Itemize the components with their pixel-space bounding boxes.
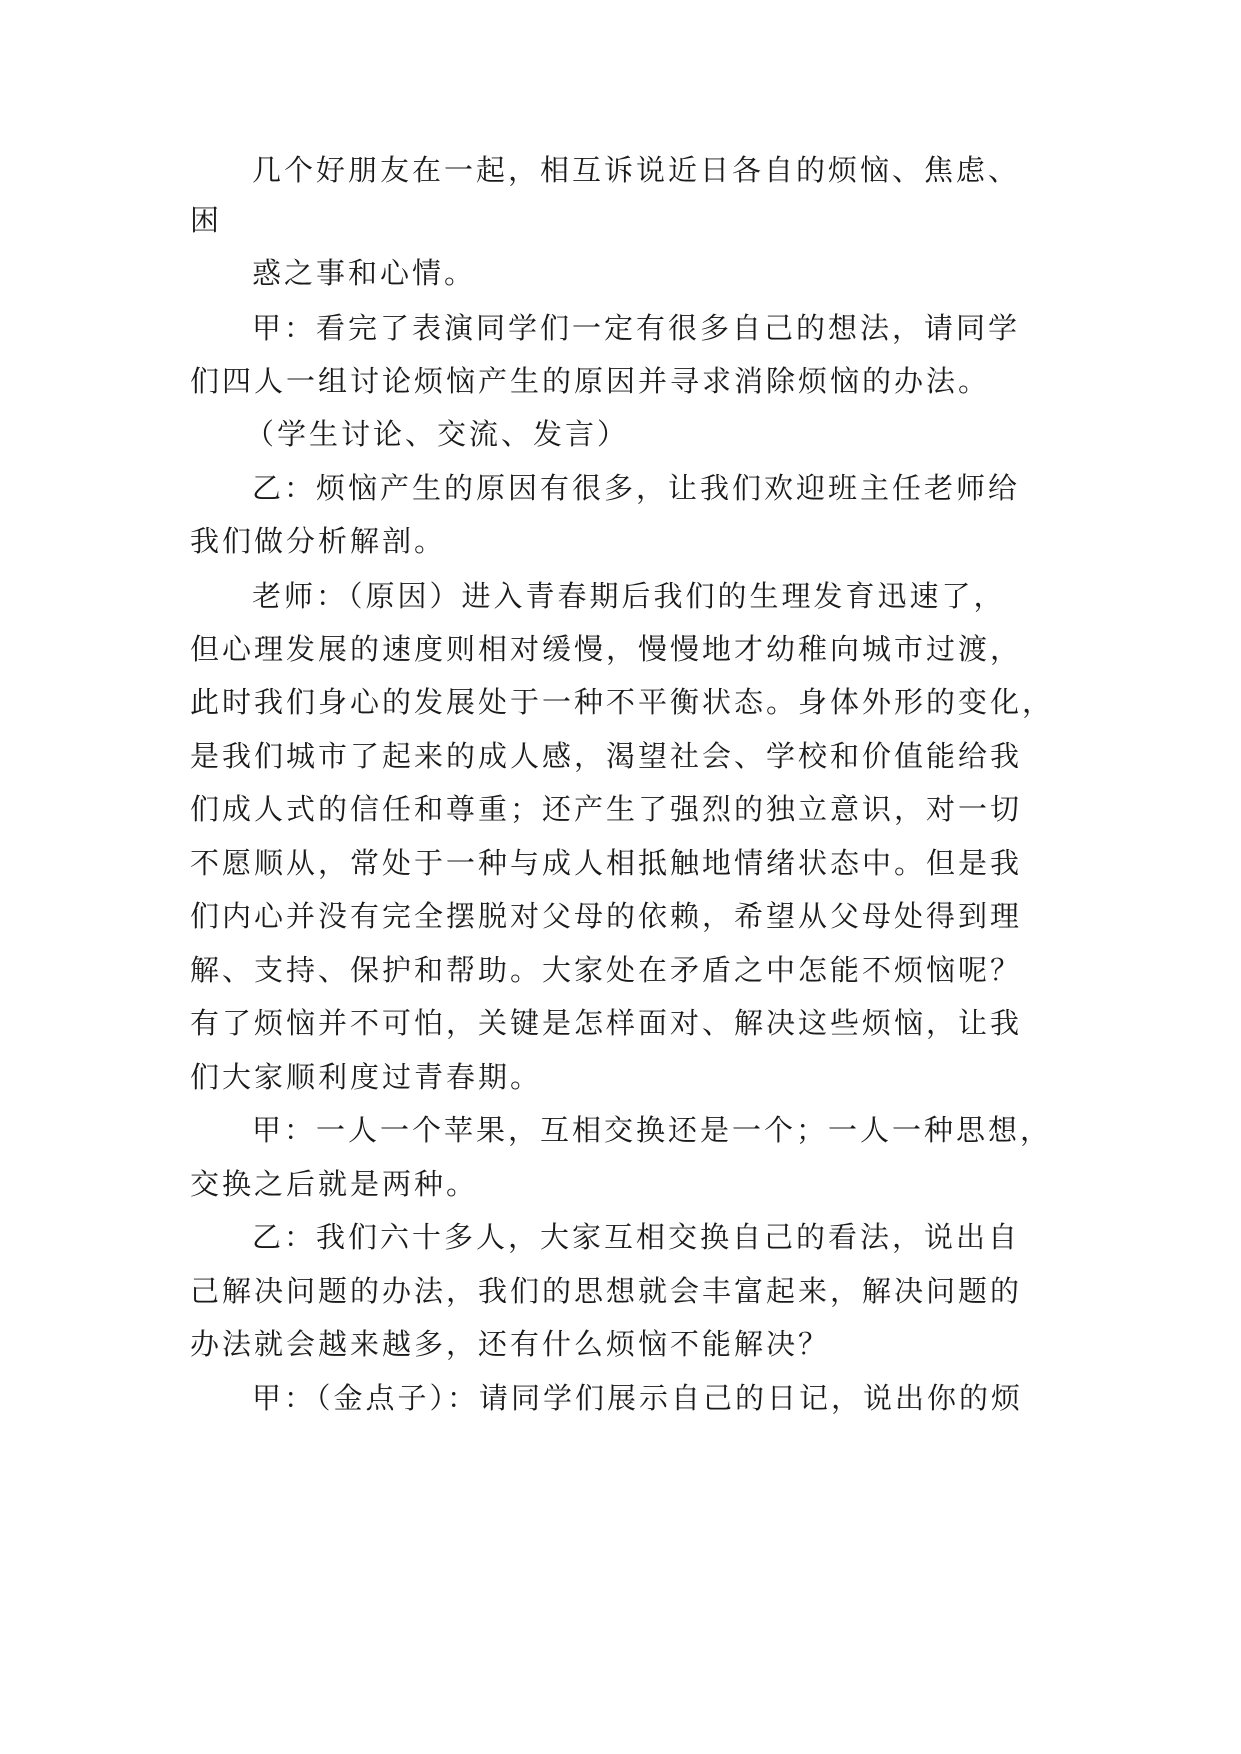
paragraph-line: （学生讨论、交流、发言） [245,417,630,451]
paragraph-line: 困 [190,203,223,237]
paragraph-line: 惑之事和心情。 [252,256,477,290]
paragraph-line: 甲：（金点子）：请同学们展示自己的日记，说出你的烦 [252,1381,1024,1415]
paragraph-line: 们成人式的信任和尊重；还产生了强烈的独立意识，对一切 [190,792,1023,826]
paragraph-line: 乙：烦恼产生的原因有很多，让我们欢迎班主任老师给 [252,471,1021,505]
paragraph-line: 交换之后就是两种。 [190,1167,479,1201]
paragraph-line: 老师：（原因）进入青春期后我们的生理发育迅速了， [252,579,1006,613]
paragraph-line: 们内心并没有完全摆脱对父母的依赖，希望从父母处得到理 [190,899,1023,933]
paragraph-line: 不愿顺从，常处于一种与成人相抵触地情绪状态中。但是我 [190,846,1023,880]
paragraph-line: 几个好朋友在一起，相互诉说近日各自的烦恼、焦虑、 [252,153,1021,187]
paragraph-line: 但心理发展的速度则相对缓慢，慢慢地才幼稚向城市过渡， [190,632,1023,666]
paragraph-line: 们四人一组讨论烦恼产生的原因并寻求消除烦恼的办法。 [190,364,991,398]
paragraph-line: 乙：我们六十多人，大家互相交换自己的看法，说出自 [252,1220,1021,1254]
paragraph-line: 己解决问题的办法，我们的思想就会丰富起来，解决问题的 [190,1274,1023,1308]
paragraph-line: 甲：一人一个苹果，互相交换还是一个；一人一种思想， [252,1113,1053,1147]
paragraph-line: 解、支持、保护和帮助。大家处在矛盾之中怎能不烦恼呢？ [190,953,1023,987]
paragraph-line: 办法就会越来越多，还有什么烦恼不能解决？ [190,1327,831,1361]
paragraph-line: 此时我们身心的发展处于一种不平衡状态。身体外形的变化， [190,685,1055,719]
paragraph-line: 有了烦恼并不可怕，关键是怎样面对、解决这些烦恼，让我 [190,1006,1023,1040]
paragraph-line: 是我们城市了起来的成人感，渴望社会、学校和价值能给我 [190,739,1023,773]
paragraph-line: 们大家顺利度过青春期。 [190,1060,543,1094]
paragraph-line: 我们做分析解剖。 [190,524,447,558]
paragraph-line: 甲：看完了表演同学们一定有很多自己的想法，请同学 [252,311,1021,345]
